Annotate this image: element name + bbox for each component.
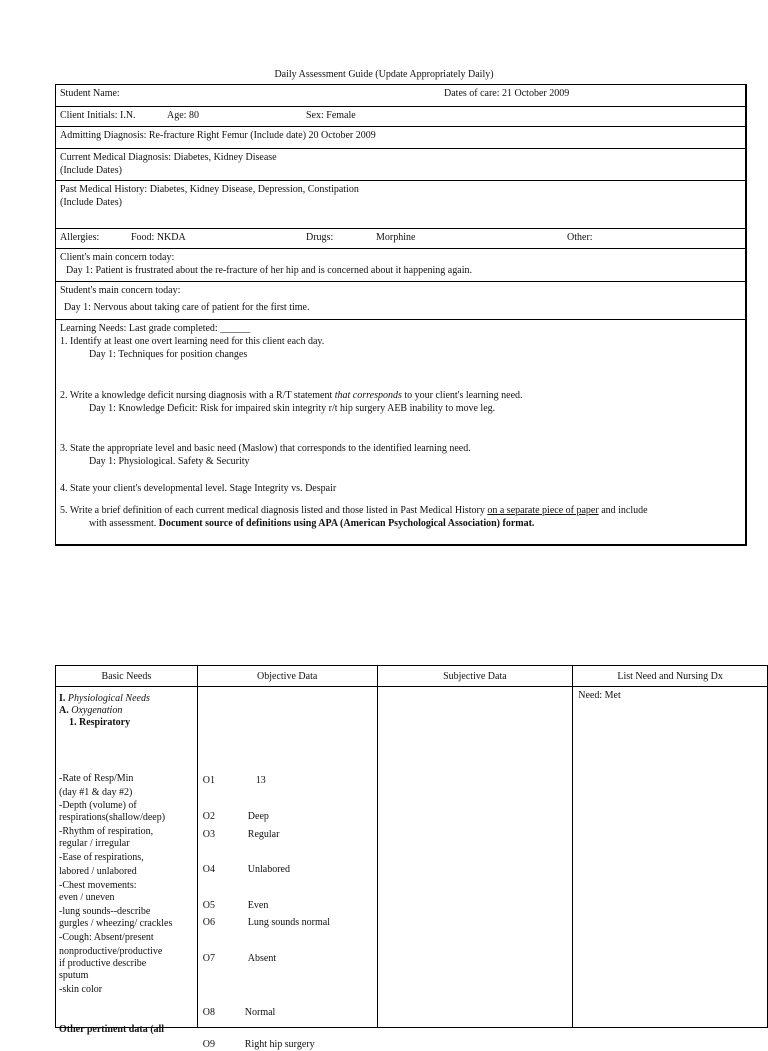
allergies-drugs-label: Drugs: <box>306 232 334 243</box>
objective-value: Even <box>247 900 269 911</box>
header-nursing-dx: List Need and Nursing Dx <box>573 666 768 687</box>
learning-need-3-day1: Day 1: Physiological. Safety & Security <box>89 456 250 467</box>
basic-need-item: even / uneven <box>59 892 115 903</box>
client-sex: Sex: Female <box>306 110 356 121</box>
dates-of-care: Dates of care: 21 October 2009 <box>444 88 570 99</box>
student-concern-label: Student's main concern today: <box>60 285 181 296</box>
student-name-label: Student Name: <box>60 88 120 99</box>
past-history-note: (Include Dates) <box>60 197 122 208</box>
student-name-row <box>56 85 745 107</box>
objective-value: Unlabored <box>247 864 290 875</box>
learning-need-1-day1: Day 1: Techniques for position changes <box>89 349 248 360</box>
objective-code: O5 <box>202 900 216 911</box>
current-diagnosis-note: (Include Dates) <box>60 165 122 176</box>
header-basic-needs: Basic Needs <box>56 666 198 687</box>
current-diagnosis-row <box>56 149 745 181</box>
objective-code: O2 <box>202 811 216 822</box>
header-subjective-data: Subjective Data <box>377 666 573 687</box>
objective-value: Deep <box>247 811 269 822</box>
student-concern-day1: Day 1: Nervous about taking care of patient for the first time. <box>64 302 310 313</box>
client-age: Age: 80 <box>167 110 199 121</box>
client-concern-label: Client's main concern today: <box>60 252 175 263</box>
basic-need-item: -Ease of respirations, <box>59 852 144 863</box>
objective-code: O9 <box>202 1039 216 1050</box>
objective-value: Normal <box>244 1007 276 1018</box>
basic-need-item: regular / irregular <box>59 838 130 849</box>
learning-needs-row <box>56 320 745 544</box>
basic-need-item: -Cough: Absent/present <box>59 932 154 943</box>
allergies-drugs-value: Morphine <box>376 232 416 243</box>
basic-need-item: sputum <box>59 970 89 981</box>
objective-value: Right hip surgery <box>244 1039 315 1050</box>
learning-need-2: 2. Write a knowledge deficit nursing diagnosis with a R/T statement that corresponds to your client's learning need. <box>60 390 523 401</box>
allergies-food: Food: NKDA <box>131 232 186 243</box>
objective-value: Lung sounds normal <box>247 917 330 928</box>
document-title: Daily Assessment Guide (Update Appropriately Daily) <box>274 69 494 80</box>
nursing-dx-cell <box>573 687 768 1028</box>
learning-need-3: 3. State the appropriate level and basic need (Maslow) that corresponds to the identified learning need. <box>60 443 471 454</box>
learning-need-5-cont: with assessment. Document source of definitions using APA (American Psychological Association) format. <box>89 518 535 529</box>
student-concern-row <box>56 282 745 320</box>
client-concern-day1: Day 1: Patient is frustrated about the re-fracture of her hip and is concerned about it happening again. <box>66 265 472 276</box>
objective-code: O8 <box>202 1007 216 1018</box>
client-initials: Client Initials: I.N. <box>60 110 136 121</box>
objective-value: Absent <box>247 953 277 964</box>
objective-value: Regular <box>247 829 280 840</box>
learning-need-4: 4. State your client's developmental level. Stage Integrity vs. Despair <box>60 483 337 494</box>
learning-need-2-day1: Day 1: Knowledge Deficit: Risk for impaired skin integrity r/t hip surgery AEB inability to move leg. <box>89 403 496 414</box>
client-info-row <box>56 107 745 127</box>
objective-code: O3 <box>202 829 216 840</box>
past-medical-history: Past Medical History: Diabetes, Kidney Disease, Depression, Constipation <box>60 184 359 195</box>
subjective-data-cell <box>377 687 573 1028</box>
need-met: Need: Met <box>578 690 621 701</box>
objective-code: O1 <box>202 775 216 786</box>
basic-need-item: -Rate of Resp/Min <box>59 773 134 784</box>
learning-need-5: 5. Write a brief definition of each current medical diagnosis listed and those listed in Past Medical History on a separate piece of paper and include <box>60 505 648 516</box>
basic-needs-cell <box>56 687 198 1035</box>
basic-need-item: gurgles / wheezing/ crackles <box>59 918 173 929</box>
learning-need-1: 1. Identify at least one overt learning need for this client each day. <box>60 336 325 347</box>
objective-value: 13 <box>255 775 266 786</box>
basic-need-item: nonproductive/productive <box>59 946 163 957</box>
basic-need-item: -lung sounds--describe <box>59 906 151 917</box>
admitting-diagnosis-row <box>56 127 745 149</box>
header-objective-data: Objective Data <box>197 666 377 687</box>
physiological-needs-heading: I. Physiological Needs <box>59 693 150 704</box>
objective-code: O4 <box>202 864 216 875</box>
admitting-diagnosis: Admitting Diagnosis: Re-fracture Right Femur (Include date) 20 October 2009 <box>60 130 376 141</box>
basic-need-item: if productive describe <box>59 958 147 969</box>
table-header-row <box>56 666 768 687</box>
objective-data-cell <box>197 687 377 1050</box>
past-history-row <box>56 181 745 229</box>
table-row <box>56 687 768 1028</box>
other-pertinent-data: Other pertinent data (all <box>59 1024 165 1035</box>
allergies-label: Allergies: <box>60 232 100 243</box>
client-concern-row <box>56 249 745 282</box>
current-diagnosis: Current Medical Diagnosis: Diabetes, Kidney Disease <box>60 152 277 163</box>
basic-need-item: -Depth (volume) of <box>59 800 137 811</box>
oxygenation-heading: A. Oxygenation <box>59 705 123 716</box>
learning-needs-label: Learning Needs: Last grade completed: ______ <box>60 323 251 334</box>
assessment-form <box>55 84 747 546</box>
basic-need-item: (day #1 & day #2) <box>59 787 133 798</box>
respiratory-heading: 1. Respiratory <box>69 717 131 728</box>
assessment-table <box>55 665 768 1050</box>
allergies-row <box>56 229 745 249</box>
basic-need-item: labored / unlabored <box>59 866 137 877</box>
objective-code: O7 <box>202 953 216 964</box>
basic-need-item: -skin color <box>59 984 103 995</box>
allergies-other-label: Other: <box>567 232 593 243</box>
objective-code: O6 <box>202 917 216 928</box>
basic-need-item: respirations(shallow/deep) <box>59 812 166 823</box>
basic-need-item: -Chest movements: <box>59 880 137 891</box>
basic-need-item: -Rhythm of respiration, <box>59 826 154 837</box>
